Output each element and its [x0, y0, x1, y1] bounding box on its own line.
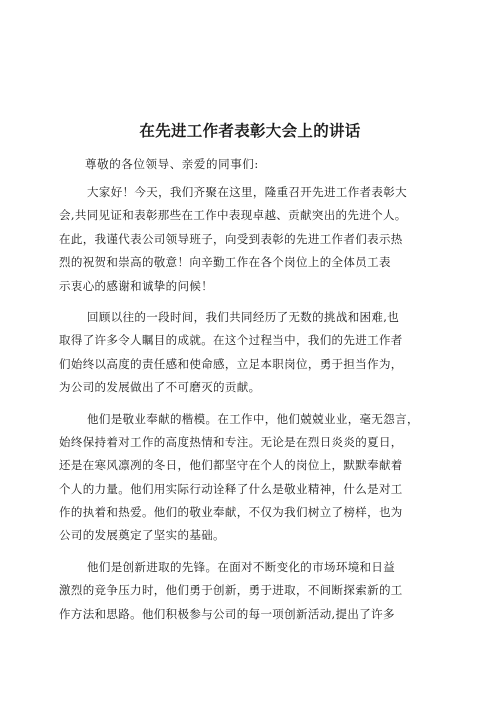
paragraph-line: 公司的发展奠定了坚实的基础。 — [59, 528, 225, 543]
paragraph-line: 还是在寒风凛冽的冬日，他们都坚守在个人的岗位上，默默奉献着 — [59, 458, 403, 473]
paragraph-line: 们始终以高度的责任感和使命感，立足本职岗位，勇于担当作为， — [59, 356, 403, 371]
paragraph-line: 示衷心的感谢和诚挚的问候！ — [59, 278, 214, 293]
paragraph-3 — [59, 408, 439, 548]
paragraph-line: 回顾以往的一段时间，我们共同经历了无数的挑战和困难,也 — [87, 309, 400, 324]
paragraph-line: 大家好！今天，我们齐聚在这里，隆重召开先进工作者表彰大 — [87, 185, 407, 199]
paragraph-line: 始终保持着对工作的高度热情和专注。无论是在烈日炎炎的夏日， — [59, 434, 403, 449]
page-title: 在先进工作者表彰大会上的讲话 — [139, 122, 361, 140]
paragraph-4 — [59, 556, 439, 626]
salutation: 尊敬的各位领导、亲爱的同事们: — [85, 157, 259, 171]
paragraph-2 — [59, 306, 439, 400]
speech-body — [59, 181, 439, 634]
paragraph-line: 他们是敬业奉献的楷模。在工作中，他们兢兢业业，毫无怨言， — [87, 411, 419, 426]
paragraph-line: 取得了许多令人瞩目的成就。在这个过程当中，我们的先进工作者 — [59, 333, 403, 348]
paragraph-line: 作的执着和热爱。他们的敬业奉献，不仅为我们树立了榜样，也为 — [59, 505, 403, 520]
paragraph-line: 作方法和思路。他们积极参与公司的每一项创新活动,提出了许多 — [59, 606, 395, 621]
paragraph-line: 烈的祝贺和崇高的敬意！向辛勤工作在各个岗位上的全体员工表 — [59, 255, 391, 270]
paragraph-line: 在此，我谨代表公司领导班子，向受到表彰的先进工作者们表示热 — [59, 231, 403, 246]
paragraph-line: 他们是创新进取的先锋。在面对不断变化的市场环境和日益 — [87, 559, 396, 574]
paragraph-1 — [59, 181, 439, 298]
paragraph-line: 个人的力量。他们用实际行动诠释了什么是敬业精神，什么是对工 — [59, 481, 403, 496]
paragraph-line: 为公司的发展做出了不可磨灭的贡献。 — [59, 380, 261, 395]
paragraph-line: 会,共同见证和表彰那些在工作中表现卓越、贡献突出的先进个人。 — [59, 208, 407, 223]
paragraph-line: 激烈的竞争压力时，他们勇于创新，勇于进取，不间断探索新的工 — [59, 583, 403, 598]
